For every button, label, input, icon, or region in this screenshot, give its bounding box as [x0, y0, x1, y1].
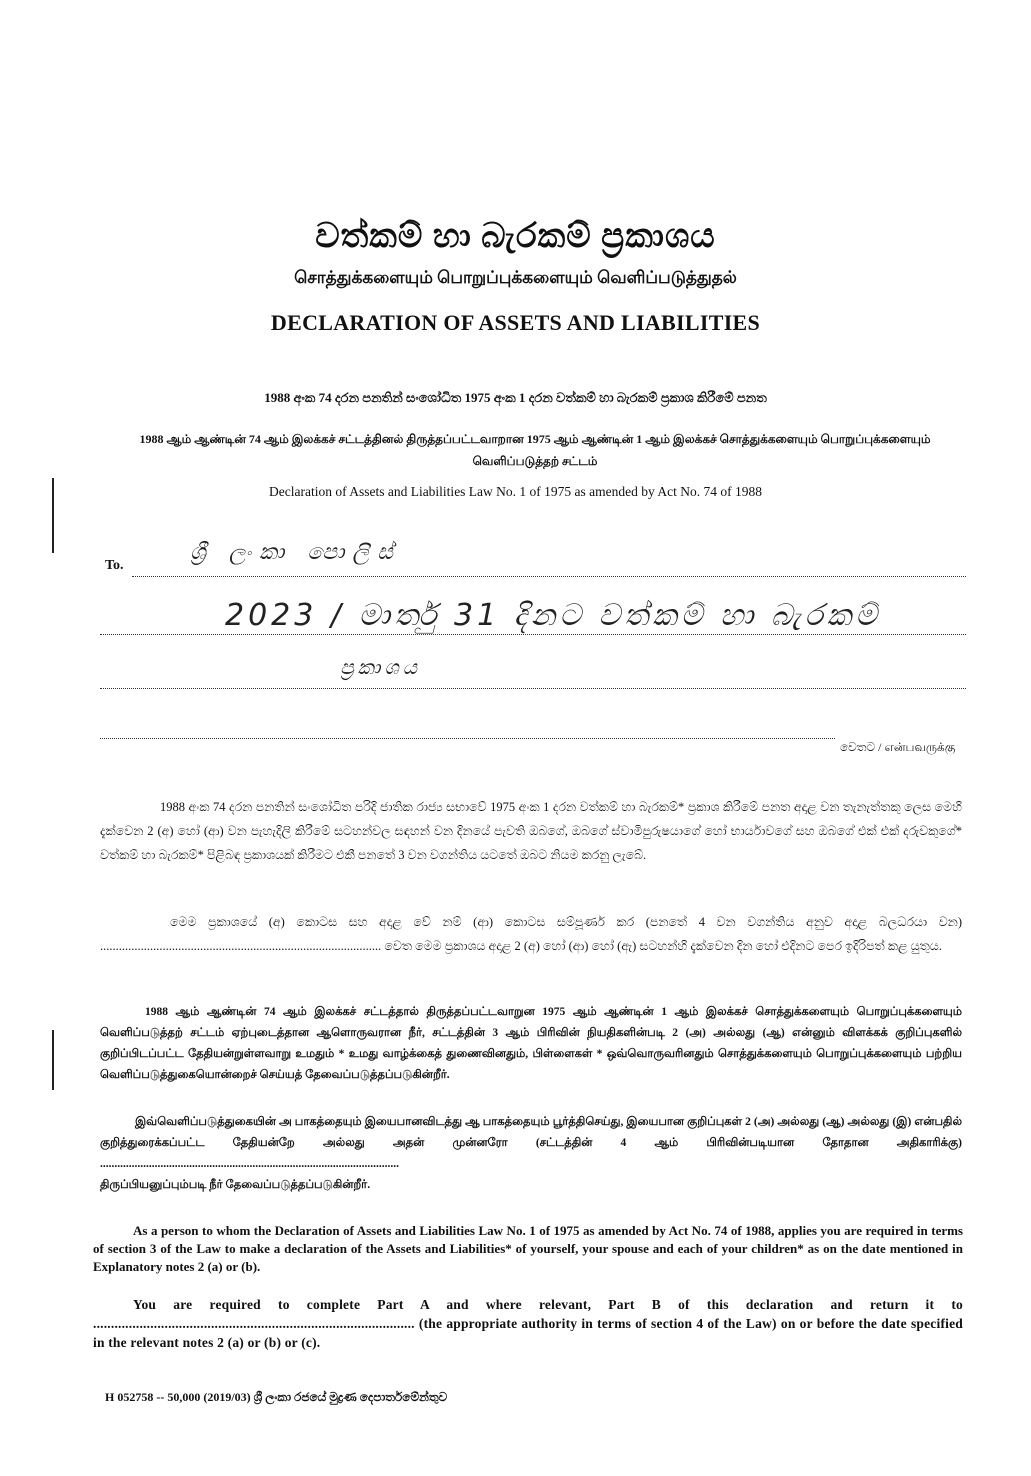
paragraph-english-1: As a person to whom the Declaration of Assets and Liabilities Law No. 1 of 1975 as amended by Act No. 74 of 1988, applies you are required in terms of section 3 of the Law to make a declaration of the Assets and Liabilities* of yourself, your spouse and each of your children* as on the date mentioned in Explanatory notes 2 (a) or (b).: [93, 1223, 963, 1274]
margin-mark-bottom: [52, 1030, 54, 1090]
handwritten-date-line: 2023 / මාර්තු 31 දිනට වත්කම් හා බැරකම්: [225, 598, 881, 633]
title-sinhala: වත්කම් හා බැරකම් ප්‍රකාශය: [315, 218, 716, 255]
paragraph-sinhala-2: [100, 910, 962, 958]
paragraph-english-2-part-b: (the appropriate authority in terms of section 4 of the Law) on or before the date specified in the relevant notes 2 (a) or (b) or (c).: [93, 1316, 963, 1350]
handwritten-declaration: ප්‍රකාශය: [340, 655, 422, 679]
paragraph-tamil-2-part-b: திருப்பியனுப்பும்படி நீர் தேவைப்படுத்தப்படுகின்றீர்.: [100, 1179, 371, 1191]
authority-blank-tamil[interactable]: ........................................................................................................: [100, 1158, 399, 1170]
title-english: DECLARATION OF ASSETS AND LIABILITIES: [270, 310, 761, 335]
addressee-suffix: වෙතට / என்பவருக்கு: [840, 740, 956, 754]
law-title-tamil: 1988 ஆம் ஆண்டின் 74 ஆம் இலக்கச் சட்டத்தினல் திருத்தப்பட்டவாறான 1975 ஆம் ஆண்டின் 1 ஆம் இலக்கச் சொத்துக்களையும் பொறுப்புக்களையும் வெளிப்படுத்தற் சட்டம்: [139, 432, 931, 468]
address-line-2[interactable]: [100, 634, 966, 635]
paragraph-tamil-1: 1988 ஆம் ஆண்டின் 74 ஆம் இலக்கச் சட்டத்தால் திருத்தப்பட்டவாறுன 1975 ஆம் ஆண்டின் 1 ஆம் இலக்கச் சொத்துக்களையும் பொறுப்புக்களையும் வெளிப்படுத்தற் சட்டம் ஏற்புடைத்தான ஆளொருவரான நீர், சட்டத்தின் 3 ஆம் பிரிவின் நியதிகளின்படி 2 (அ) அல்லது (ஆ) என்னும் விளக்கக் குறிப்புகளில் குறிப்பிடப்பட்ட தேதியன்றுள்ளவாறு உமதும் * உமது வாழ்க்கைத் துணைவினதும், பிள்ளைகள் * ஒவ்வொருவரினதும் சொத்துக்களையும் பொறுப்புக்களையும் பற்றிய வெளிப்படுத்துகையொன்றைச் செய்யத் தேவைப்படுத்தப்படுகின்றீர்.: [100, 1006, 962, 1081]
handwritten-addressee: ශ්‍රී ලංකා පොලිස්: [190, 540, 401, 565]
authority-blank-english[interactable]: ..........................................................................................: [93, 1316, 415, 1331]
paragraph-english-2: [93, 1295, 963, 1352]
to-label: To.: [105, 558, 124, 573]
title-tamil: சொத்துக்களையும் பொறுப்புக்களையும் வெளிப்படுத்துதல்: [294, 268, 737, 287]
address-line-1[interactable]: [132, 576, 966, 577]
law-title-sinhala: 1988 අංක 74 දරන පනතින් සංශෝධිත 1975 අංක 1 දරන වත්කම් හා බැරකම් ප්‍රකාශ කිරීමේ පනත: [264, 390, 767, 405]
law-title-english: Declaration of Assets and Liabilities Law No. 1 of 1975 as amended by Act No. 74 of 1988: [268, 484, 763, 499]
paragraph-sinhala-2-part-a: මෙම ප්‍රකාශයේ (අ) කොටස සහ අදාළ වේ නම් (ආ) කොටස සම්පූර්ණ කර (පනතේ 4 වන වගන්තිය අනුව අදාළ බලධරයා වන): [170, 915, 962, 929]
paragraph-sinhala-1: 1988 අංක 74 දරන පනතින් සංශෝධිත පරිදි ජාතික රාජ්‍ය සභාවේ 1975 අංක 1 දරන වත්කම් හා බැරකම්* ප්‍රකාශ කිරීමේ පනත අදාළ වන තැනැත්තකු ලෙස මෙහි දැක්වෙන 2 (අ) හෝ (ආ) වන පැහැදිලි කිරීමේ සටහන්වල සඳහන් වන දිනයේ පැවති ඔබගේ, ඔබගේ ස්වාමිපුරුෂයාගේ හෝ භාර්යාවගේ සහ ඔබගේ එක් එක් දරුවකුගේ* වත්කම් හා බැරකම්* පිළිබඳ ප්‍රකාශයක් කිරීමට එකී පනතේ 3 වන වගන්තිය යටතේ ඔබට නියම කරනු ලැබේ.: [100, 800, 962, 862]
paragraph-sinhala-2-part-b: වෙත මෙම ප්‍රකාශය අදාළ 2 (අ) හෝ (ආ) හෝ (ඇ) සටහන්හි දැක්වෙන දින හෝ එදිනට පෙර ඉදිරිපත් කළ යුතුය.: [384, 939, 942, 953]
authority-blank-sinhala[interactable]: ..........................................................................................: [100, 939, 382, 953]
paragraph-english-2-part-a: You are required to complete Part A and where relevant, Part B of this declaration and return it to: [133, 1297, 963, 1312]
paragraph-tamil-2: [100, 1112, 962, 1196]
address-line-4[interactable]: [100, 738, 835, 739]
address-line-3[interactable]: [100, 688, 966, 689]
print-code: H 052758 -- 50,000 (2019/03) ශ්‍රී ලංකා රජයේ මුද්‍රණ දෙපාර්තමේන්තුව: [105, 1390, 448, 1404]
paragraph-tamil-2-part-a: இவ்வெளிப்படுத்துகையின் அ பாகத்தையும் இயைபானவிடத்து ஆ பாகத்தையும் பூர்த்திசெய்து, இயைபான குறிப்புகள் 2 (அ) அல்லது (ஆ) அல்லது (இ) என்பதில் குறித்துரைக்கப்பட்ட தேதியன்றே அல்லது அதன் முன்னரோ (சட்டத்தின் 4 ஆம் பிரிவின்படியான தோதான அதிகாரிக்கு): [100, 1116, 962, 1149]
